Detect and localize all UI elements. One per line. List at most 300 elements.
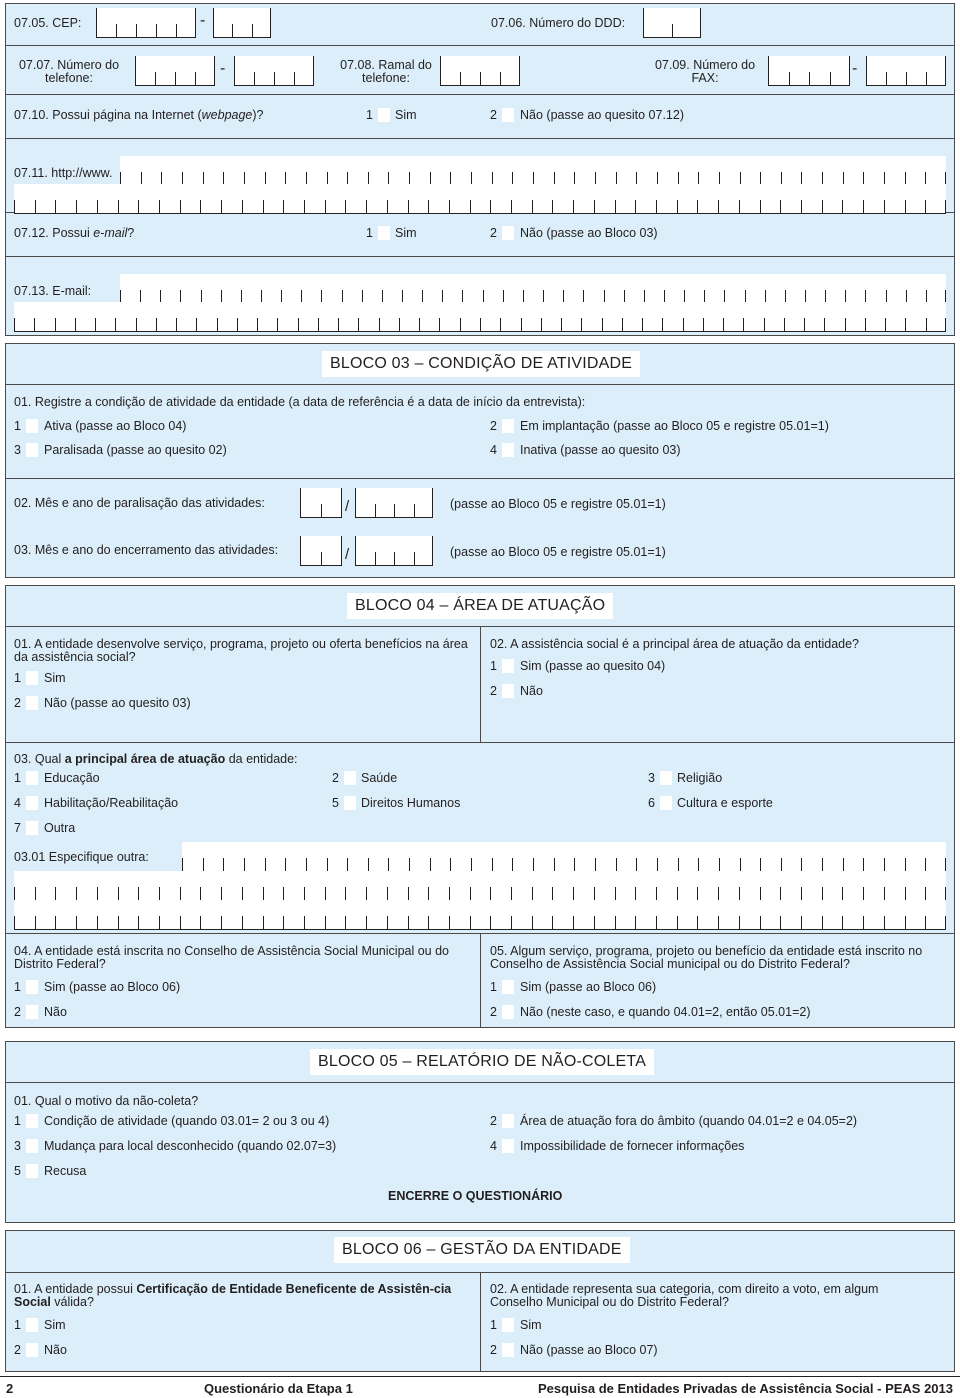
field-tick <box>116 24 117 37</box>
field-tick <box>399 318 400 331</box>
footer-rule <box>0 1376 960 1377</box>
field-tick <box>697 916 698 929</box>
social-no-checkbox[interactable] <box>26 696 38 710</box>
field-tick <box>743 318 744 331</box>
field-tick <box>863 858 864 871</box>
field-tick <box>739 200 740 213</box>
cep-label: 07.05. CEP: <box>14 16 82 30</box>
field-tick <box>809 72 810 85</box>
field-tick <box>500 72 501 85</box>
option-number: 3 <box>648 771 655 785</box>
field-tick <box>408 887 409 900</box>
date-slash: / <box>345 546 350 563</box>
field-tick <box>719 858 720 871</box>
field-tick <box>541 318 542 331</box>
field-tick <box>138 200 139 213</box>
end-questionnaire: ENCERRE O QUESTIONÁRIO <box>388 1189 563 1203</box>
field-tick <box>195 8 196 37</box>
field-tick <box>306 858 307 871</box>
ddd-label: 07.06. Número do DDD: <box>491 16 626 30</box>
pause-month-field[interactable] <box>300 488 342 518</box>
field-tick <box>14 200 15 213</box>
cep-field-part1[interactable] <box>96 8 196 38</box>
field-tick <box>849 56 850 85</box>
option-label: Sim <box>395 226 417 240</box>
field-tick <box>242 200 243 213</box>
row-divider <box>5 45 955 46</box>
field-tick <box>822 887 823 900</box>
field-tick <box>263 887 264 900</box>
field-tick <box>95 318 96 331</box>
specify-other-label: 03.01 Especifique outra: <box>14 850 149 864</box>
field-tick <box>554 858 555 871</box>
field-tick <box>409 858 410 871</box>
option-label: Não <box>44 1005 67 1019</box>
bloco04-q04: 04. A entidade está inscrita no Conselho de Assistência Social Municipal ou do Distrito Federal? <box>14 944 449 971</box>
option-number: 1 <box>490 980 497 994</box>
field-tick <box>697 200 698 213</box>
field-tick <box>884 200 885 213</box>
reason-activity-checkbox[interactable] <box>26 1114 38 1128</box>
field-tick <box>214 56 215 85</box>
cep-field-part2[interactable] <box>213 8 271 38</box>
option-number: 1 <box>14 771 21 785</box>
option-label: Religião <box>677 771 723 785</box>
field-tick <box>581 318 582 331</box>
field-tick <box>784 318 785 331</box>
option-label: Inativa (passe ao quesito 03) <box>520 443 681 457</box>
field-tick <box>574 858 575 871</box>
option-label: Direitos Humanos <box>361 796 461 810</box>
option-number: 1 <box>14 419 21 433</box>
field-tick <box>221 887 222 900</box>
field-tick <box>643 8 644 37</box>
option-label: Condição de atividade (quando 03.01= 2 ou 3 ou 4) <box>44 1114 330 1128</box>
option-label: Não (passe ao Bloco 07) <box>520 1343 658 1357</box>
specify-other-line2[interactable] <box>14 871 946 901</box>
option-number: 2 <box>490 684 497 698</box>
option-number: 5 <box>14 1164 21 1178</box>
footer-right: Pesquisa de Entidades Privadas de Assistência Social - PEAS 2013 <box>538 1381 953 1396</box>
option-label: Não (passe ao Bloco 03) <box>520 226 658 240</box>
field-tick <box>635 887 636 900</box>
field-tick <box>321 552 322 565</box>
option-number: 2 <box>490 1005 497 1019</box>
field-tick <box>905 318 906 331</box>
human-rights-checkbox[interactable] <box>344 796 356 810</box>
email-no-checkbox[interactable] <box>502 226 514 240</box>
field-tick <box>414 552 415 565</box>
field-tick <box>55 318 56 331</box>
field-tick <box>200 887 201 900</box>
field-tick <box>304 887 305 900</box>
active-checkbox[interactable] <box>26 419 38 433</box>
bloco04-q02: 02. A assistência social é a principal área de atuação da entidade? <box>490 637 860 651</box>
field-tick <box>213 8 214 37</box>
field-tick <box>789 72 790 85</box>
field-tick <box>471 858 472 871</box>
bloco06-title: BLOCO 06 – GESTÃO DA ENTIDADE <box>334 1237 630 1263</box>
service-council-no-checkbox[interactable] <box>502 1005 514 1019</box>
field-tick <box>532 916 533 929</box>
field-tick <box>552 916 553 929</box>
footer-center: Questionário da Etapa 1 <box>204 1381 353 1396</box>
bloco04-q05: 05. Algum serviço, programa, projeto ou benefício da entidade está inscrito no Conselho de Assistência Social municipal ou do Distrito Federal? <box>490 944 923 971</box>
bloco03-q03: 03. Mês e ano do encerramento das atividades: <box>14 543 279 557</box>
field-tick <box>156 318 157 331</box>
option-label: Cultura e esporte <box>677 796 773 810</box>
phone-label: 07.07. Número do telefone: <box>18 58 120 85</box>
specify-other-line3[interactable] <box>14 900 946 930</box>
email-label: 07.13. E-mail: <box>14 284 92 298</box>
field-tick <box>764 318 765 331</box>
field-tick <box>254 72 255 85</box>
bloco04-title: BLOCO 04 – ÁREA DE ATUAÇÃO <box>347 593 613 619</box>
paused-checkbox[interactable] <box>26 443 38 457</box>
field-tick <box>375 504 376 517</box>
field-tick <box>657 858 658 871</box>
field-tick <box>200 200 201 213</box>
bloco05-title: BLOCO 05 – RELATÓRIO DE NÃO-COLETA <box>310 1049 654 1075</box>
option-number: 4 <box>490 1139 497 1153</box>
field-tick <box>263 200 264 213</box>
field-tick <box>341 536 342 565</box>
represent-no-checkbox[interactable] <box>502 1343 514 1357</box>
field-tick <box>450 858 451 871</box>
bloco03-title: BLOCO 03 – CONDIÇÃO DE ATIVIDADE <box>322 351 640 377</box>
close-year-field[interactable] <box>355 536 433 566</box>
field-tick <box>822 916 823 929</box>
field-tick <box>843 858 844 871</box>
skip-note: (passe ao Bloco 05 e registre 05.01=1) <box>450 545 666 559</box>
field-tick <box>635 200 636 213</box>
field-tick <box>519 56 520 85</box>
option-number: 1 <box>490 659 497 673</box>
field-tick <box>801 916 802 929</box>
webpage-yes-checkbox[interactable] <box>378 108 390 122</box>
option-label: Paralisada (passe ao quesito 02) <box>44 443 227 457</box>
field-tick <box>242 916 243 929</box>
field-tick <box>460 72 461 85</box>
field-tick <box>35 916 36 929</box>
bloco06-q01: 01. A entidade possui Certificação de Entidade Beneficente de Assistên-cia Social válida? <box>14 1282 452 1309</box>
field-tick <box>196 318 197 331</box>
field-tick <box>155 72 156 85</box>
row-divider <box>5 94 955 95</box>
reason-scope-checkbox[interactable] <box>502 1114 514 1128</box>
field-tick <box>294 72 295 85</box>
field-tick <box>180 916 181 929</box>
field-tick <box>138 887 139 900</box>
field-tick <box>945 887 946 900</box>
field-tick <box>408 200 409 213</box>
extension-label: 07.08. Ramal do telefone: <box>340 58 432 85</box>
row-divider <box>5 138 955 139</box>
field-tick <box>237 318 238 331</box>
reason-unable-checkbox[interactable] <box>502 1139 514 1153</box>
email-field-line2[interactable] <box>14 302 946 332</box>
field-tick <box>97 887 98 900</box>
field-tick <box>760 200 761 213</box>
field-tick <box>118 887 119 900</box>
field-tick <box>801 887 802 900</box>
cert-yes-checkbox[interactable] <box>26 1318 38 1332</box>
field-tick <box>642 318 643 331</box>
field-tick <box>700 8 701 37</box>
field-tick <box>97 916 98 929</box>
field-tick <box>926 318 927 331</box>
col-divider <box>480 1272 481 1372</box>
option-number: 2 <box>332 771 339 785</box>
option-number: 2 <box>490 1343 497 1357</box>
field-tick <box>394 552 395 565</box>
extension-field[interactable] <box>440 56 520 86</box>
field-tick <box>552 887 553 900</box>
phone-field-part1[interactable] <box>135 56 215 86</box>
option-number: 1 <box>490 1318 497 1332</box>
phone-field-part2[interactable] <box>234 56 314 86</box>
field-tick <box>274 72 275 85</box>
option-label: Sim (passe ao Bloco 06) <box>520 980 657 994</box>
option-number: 1 <box>14 1318 21 1332</box>
field-tick <box>180 200 181 213</box>
field-tick <box>573 887 574 900</box>
field-tick <box>490 916 491 929</box>
email-field-line1[interactable] <box>120 274 946 304</box>
field-tick <box>866 56 867 85</box>
field-tick <box>232 24 233 37</box>
council-yes-checkbox[interactable] <box>26 980 38 994</box>
field-tick <box>35 200 36 213</box>
field-tick <box>573 200 574 213</box>
field-tick <box>698 858 699 871</box>
field-tick <box>677 916 678 929</box>
fax-label: 07.09. Número do FAX: <box>654 58 756 85</box>
field-tick <box>439 318 440 331</box>
field-tick <box>138 916 139 929</box>
option-label: Não (passe ao quesito 03) <box>44 696 191 710</box>
field-tick <box>341 488 342 517</box>
field-tick <box>885 318 886 331</box>
field-tick <box>200 916 201 929</box>
option-number: 3 <box>14 443 21 457</box>
fax-field-part1[interactable] <box>768 56 850 86</box>
field-tick <box>511 200 512 213</box>
field-tick <box>490 200 491 213</box>
option-label: Saúde <box>361 771 398 785</box>
main-area-yes-checkbox[interactable] <box>502 659 514 673</box>
field-tick <box>594 887 595 900</box>
field-tick <box>430 858 431 871</box>
option-label: Sim <box>44 671 66 685</box>
field-tick <box>480 72 481 85</box>
field-tick <box>355 536 356 565</box>
field-tick <box>532 887 533 900</box>
field-tick <box>345 200 346 213</box>
field-tick <box>366 200 367 213</box>
field-tick <box>511 916 512 929</box>
field-tick <box>242 887 243 900</box>
field-tick <box>304 200 305 213</box>
option-label: Recusa <box>44 1164 87 1178</box>
option-label: Sim (passe ao quesito 04) <box>520 659 666 673</box>
reason-refusal-checkbox[interactable] <box>26 1164 38 1178</box>
field-tick <box>842 916 843 929</box>
option-number: 5 <box>332 796 339 810</box>
field-tick <box>595 858 596 871</box>
council-no-checkbox[interactable] <box>26 1005 38 1019</box>
option-number: 4 <box>490 443 497 457</box>
option-label: Sim (passe ao Bloco 06) <box>44 980 181 994</box>
option-number: 1 <box>14 671 21 685</box>
other-checkbox[interactable] <box>26 821 38 835</box>
url-field-line1[interactable] <box>120 156 946 186</box>
ddd-field[interactable] <box>643 8 701 38</box>
fax-dash: - <box>852 60 858 77</box>
col-divider <box>480 933 481 1028</box>
field-tick <box>135 56 136 85</box>
option-number: 1 <box>366 226 373 240</box>
field-tick <box>14 916 15 929</box>
main-area-no-checkbox[interactable] <box>502 684 514 698</box>
field-tick <box>156 24 157 37</box>
option-label: Sim <box>520 1318 542 1332</box>
url-field-line2[interactable] <box>14 184 946 214</box>
email-yes-checkbox[interactable] <box>378 226 390 240</box>
field-tick <box>905 887 906 900</box>
field-tick <box>905 200 906 213</box>
bloco05-q01: 01. Qual o motivo da não-coleta? <box>14 1094 199 1108</box>
cep-dash: - <box>200 12 206 29</box>
field-tick <box>449 200 450 213</box>
option-label: Educação <box>44 771 100 785</box>
field-tick <box>55 916 56 929</box>
field-tick <box>656 887 657 900</box>
field-tick <box>884 858 885 871</box>
religion-checkbox[interactable] <box>660 771 672 785</box>
option-label: Não (neste caso, e quando 04.01=2, então 05.01=2) <box>520 1005 811 1019</box>
service-council-yes-checkbox[interactable] <box>502 980 514 994</box>
field-tick <box>656 200 657 213</box>
row-divider <box>5 1082 955 1083</box>
field-tick <box>615 200 616 213</box>
field-tick <box>366 916 367 929</box>
field-tick <box>602 318 603 331</box>
implementation-checkbox[interactable] <box>502 419 514 433</box>
webpage-no-checkbox[interactable] <box>502 108 514 122</box>
field-tick <box>905 916 906 929</box>
field-tick <box>419 318 420 331</box>
pause-year-field[interactable] <box>355 488 433 518</box>
field-tick <box>594 916 595 929</box>
education-checkbox[interactable] <box>26 771 38 785</box>
field-tick <box>440 56 441 85</box>
field-tick <box>760 916 761 929</box>
field-tick <box>780 916 781 929</box>
represent-yes-checkbox[interactable] <box>502 1318 514 1332</box>
field-tick <box>428 887 429 900</box>
field-tick <box>780 200 781 213</box>
field-tick <box>672 24 673 37</box>
field-tick <box>221 200 222 213</box>
fax-field-part2[interactable] <box>866 56 946 86</box>
field-tick <box>492 858 493 871</box>
field-tick <box>780 887 781 900</box>
field-tick <box>195 72 196 85</box>
field-tick <box>283 200 284 213</box>
field-tick <box>594 200 595 213</box>
culture-checkbox[interactable] <box>660 796 672 810</box>
field-tick <box>300 536 301 565</box>
field-tick <box>636 858 637 871</box>
field-tick <box>635 916 636 929</box>
health-checkbox[interactable] <box>344 771 356 785</box>
social-yes-checkbox[interactable] <box>26 671 38 685</box>
option-label: Área de atuação fora do âmbito (quando 04.01=2 e 04.05=2) <box>520 1114 858 1128</box>
field-tick <box>387 200 388 213</box>
field-tick <box>945 916 946 929</box>
field-tick <box>176 318 177 331</box>
bloco04-q03: 03. Qual a principal área de atuação da entidade: <box>14 752 298 766</box>
field-tick <box>136 24 137 37</box>
cert-no-checkbox[interactable] <box>26 1343 38 1357</box>
field-tick <box>616 858 617 871</box>
field-tick <box>217 318 218 331</box>
field-tick <box>182 858 183 871</box>
bloco04-q01: 01. A entidade desenvolve serviço, programa, projeto ou oferta benefícios na área da assistência social? <box>14 637 468 664</box>
option-label: Outra <box>44 821 76 835</box>
option-label: Ativa (passe ao Bloco 04) <box>44 419 187 433</box>
row-divider <box>5 256 955 257</box>
field-tick <box>55 200 56 213</box>
field-tick <box>234 56 235 85</box>
field-tick <box>257 318 258 331</box>
field-tick <box>678 858 679 871</box>
field-tick <box>263 916 264 929</box>
field-tick <box>822 200 823 213</box>
specify-other-line1[interactable] <box>182 842 946 872</box>
reason-moved-checkbox[interactable] <box>26 1139 38 1153</box>
field-tick <box>118 916 119 929</box>
field-tick <box>414 504 415 517</box>
field-tick <box>830 72 831 85</box>
close-month-field[interactable] <box>300 536 342 566</box>
field-tick <box>375 552 376 565</box>
inactive-checkbox[interactable] <box>502 443 514 457</box>
field-tick <box>718 916 719 929</box>
field-tick <box>345 887 346 900</box>
field-tick <box>379 318 380 331</box>
row-divider <box>5 478 955 479</box>
field-tick <box>662 318 663 331</box>
field-tick <box>387 916 388 929</box>
field-tick <box>842 887 843 900</box>
option-number: 6 <box>648 796 655 810</box>
field-tick <box>300 488 301 517</box>
field-tick <box>863 200 864 213</box>
field-tick <box>221 916 222 929</box>
row-divider <box>5 384 955 385</box>
field-tick <box>532 200 533 213</box>
field-tick <box>325 200 326 213</box>
field-tick <box>925 858 926 871</box>
field-tick <box>449 916 450 929</box>
option-number: 2 <box>14 1005 21 1019</box>
rehab-checkbox[interactable] <box>26 796 38 810</box>
field-tick <box>136 318 137 331</box>
option-number: 2 <box>490 1114 497 1128</box>
field-tick <box>265 858 266 871</box>
